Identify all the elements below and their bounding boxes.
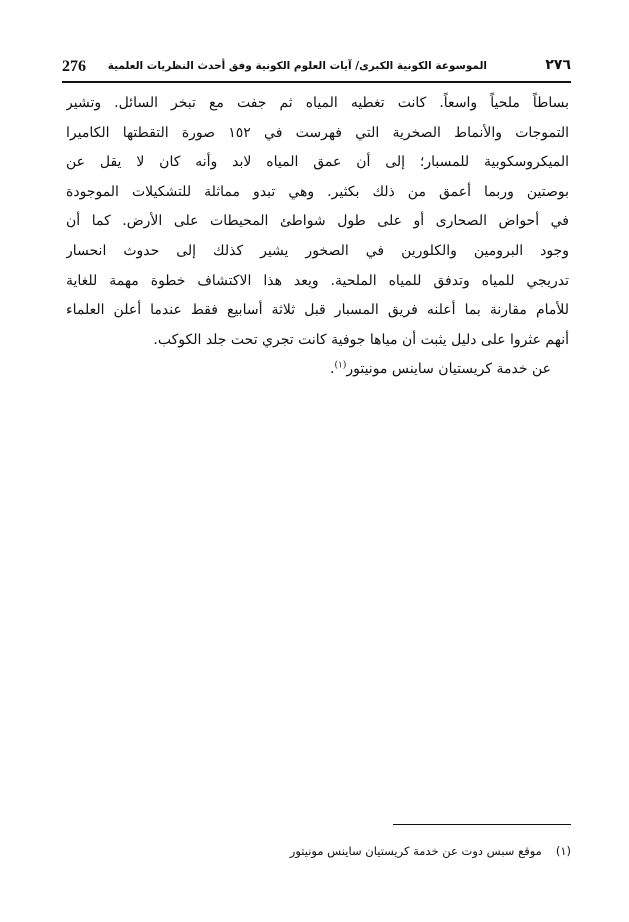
text-line: أنهم عثروا على دليل يثبت أن مياها جوفية كانت تجري تحت جلد الكوكب. (153, 331, 569, 348)
text-line: وجود البرومين والكلورين في الصخور يشير كذلك إلى حدوث انحسار (66, 242, 569, 259)
page-header (62, 58, 571, 80)
text-line: بساطاً ملحياً واسعاً. كانت تغطيه المياه ثم جفت مع تبخر السائل. وتشير (66, 95, 569, 111)
text-line: تدريجي للمياه وتدفق للمياه الملحية. ويعد هذا الاكتشاف خطوة مهمة للغاية (66, 272, 569, 289)
text-line: الميكروسكوبية للمسبار؛ إلى أن عمق المياه لابد وأنه كان لا يقل عن (66, 154, 569, 171)
text-line: التموجات والأنماط الصخرية التي فهرست في ١٥٢ صورة التقطتها الكاميرا (66, 124, 569, 141)
footnote-marker: (١) (555, 844, 571, 858)
footnote-reference[interactable]: (١) (334, 360, 347, 371)
source-text: عن خدمة كريستيان ساينس مونيتور (346, 361, 551, 378)
page-number-latin: 276 (62, 58, 86, 75)
body-text (66, 89, 569, 385)
running-title: الموسوعة الكونية الكبرى/ آيات العلوم الكونية وفق أحدث النظريات العلمية (107, 60, 487, 72)
source-line (66, 355, 569, 385)
text-line: للأمام مقارنة بما أعلنه فريق المسبار قبل ثلاثة أسابيع فقط عندما أعلن العلماء (66, 302, 569, 319)
text-line: بوصتين وربما أعمق من ذلك بكثير. وهي تبدو مماثلة للتشكيلات الموجودة (66, 183, 569, 200)
footnote-text: موقع سبس دوت عن خدمة كريستيان ساينس مونيتور (289, 844, 542, 858)
header-rule (62, 81, 571, 83)
footnote-rule (393, 824, 571, 825)
footnote (171, 844, 571, 858)
page-number-arabic: ٢٧٦ (545, 57, 571, 73)
text-line: في أحواض الصحارى أو على طول شواطئ المحيطات على الأرض. كما أن (66, 213, 569, 230)
source-period: . (330, 361, 335, 378)
